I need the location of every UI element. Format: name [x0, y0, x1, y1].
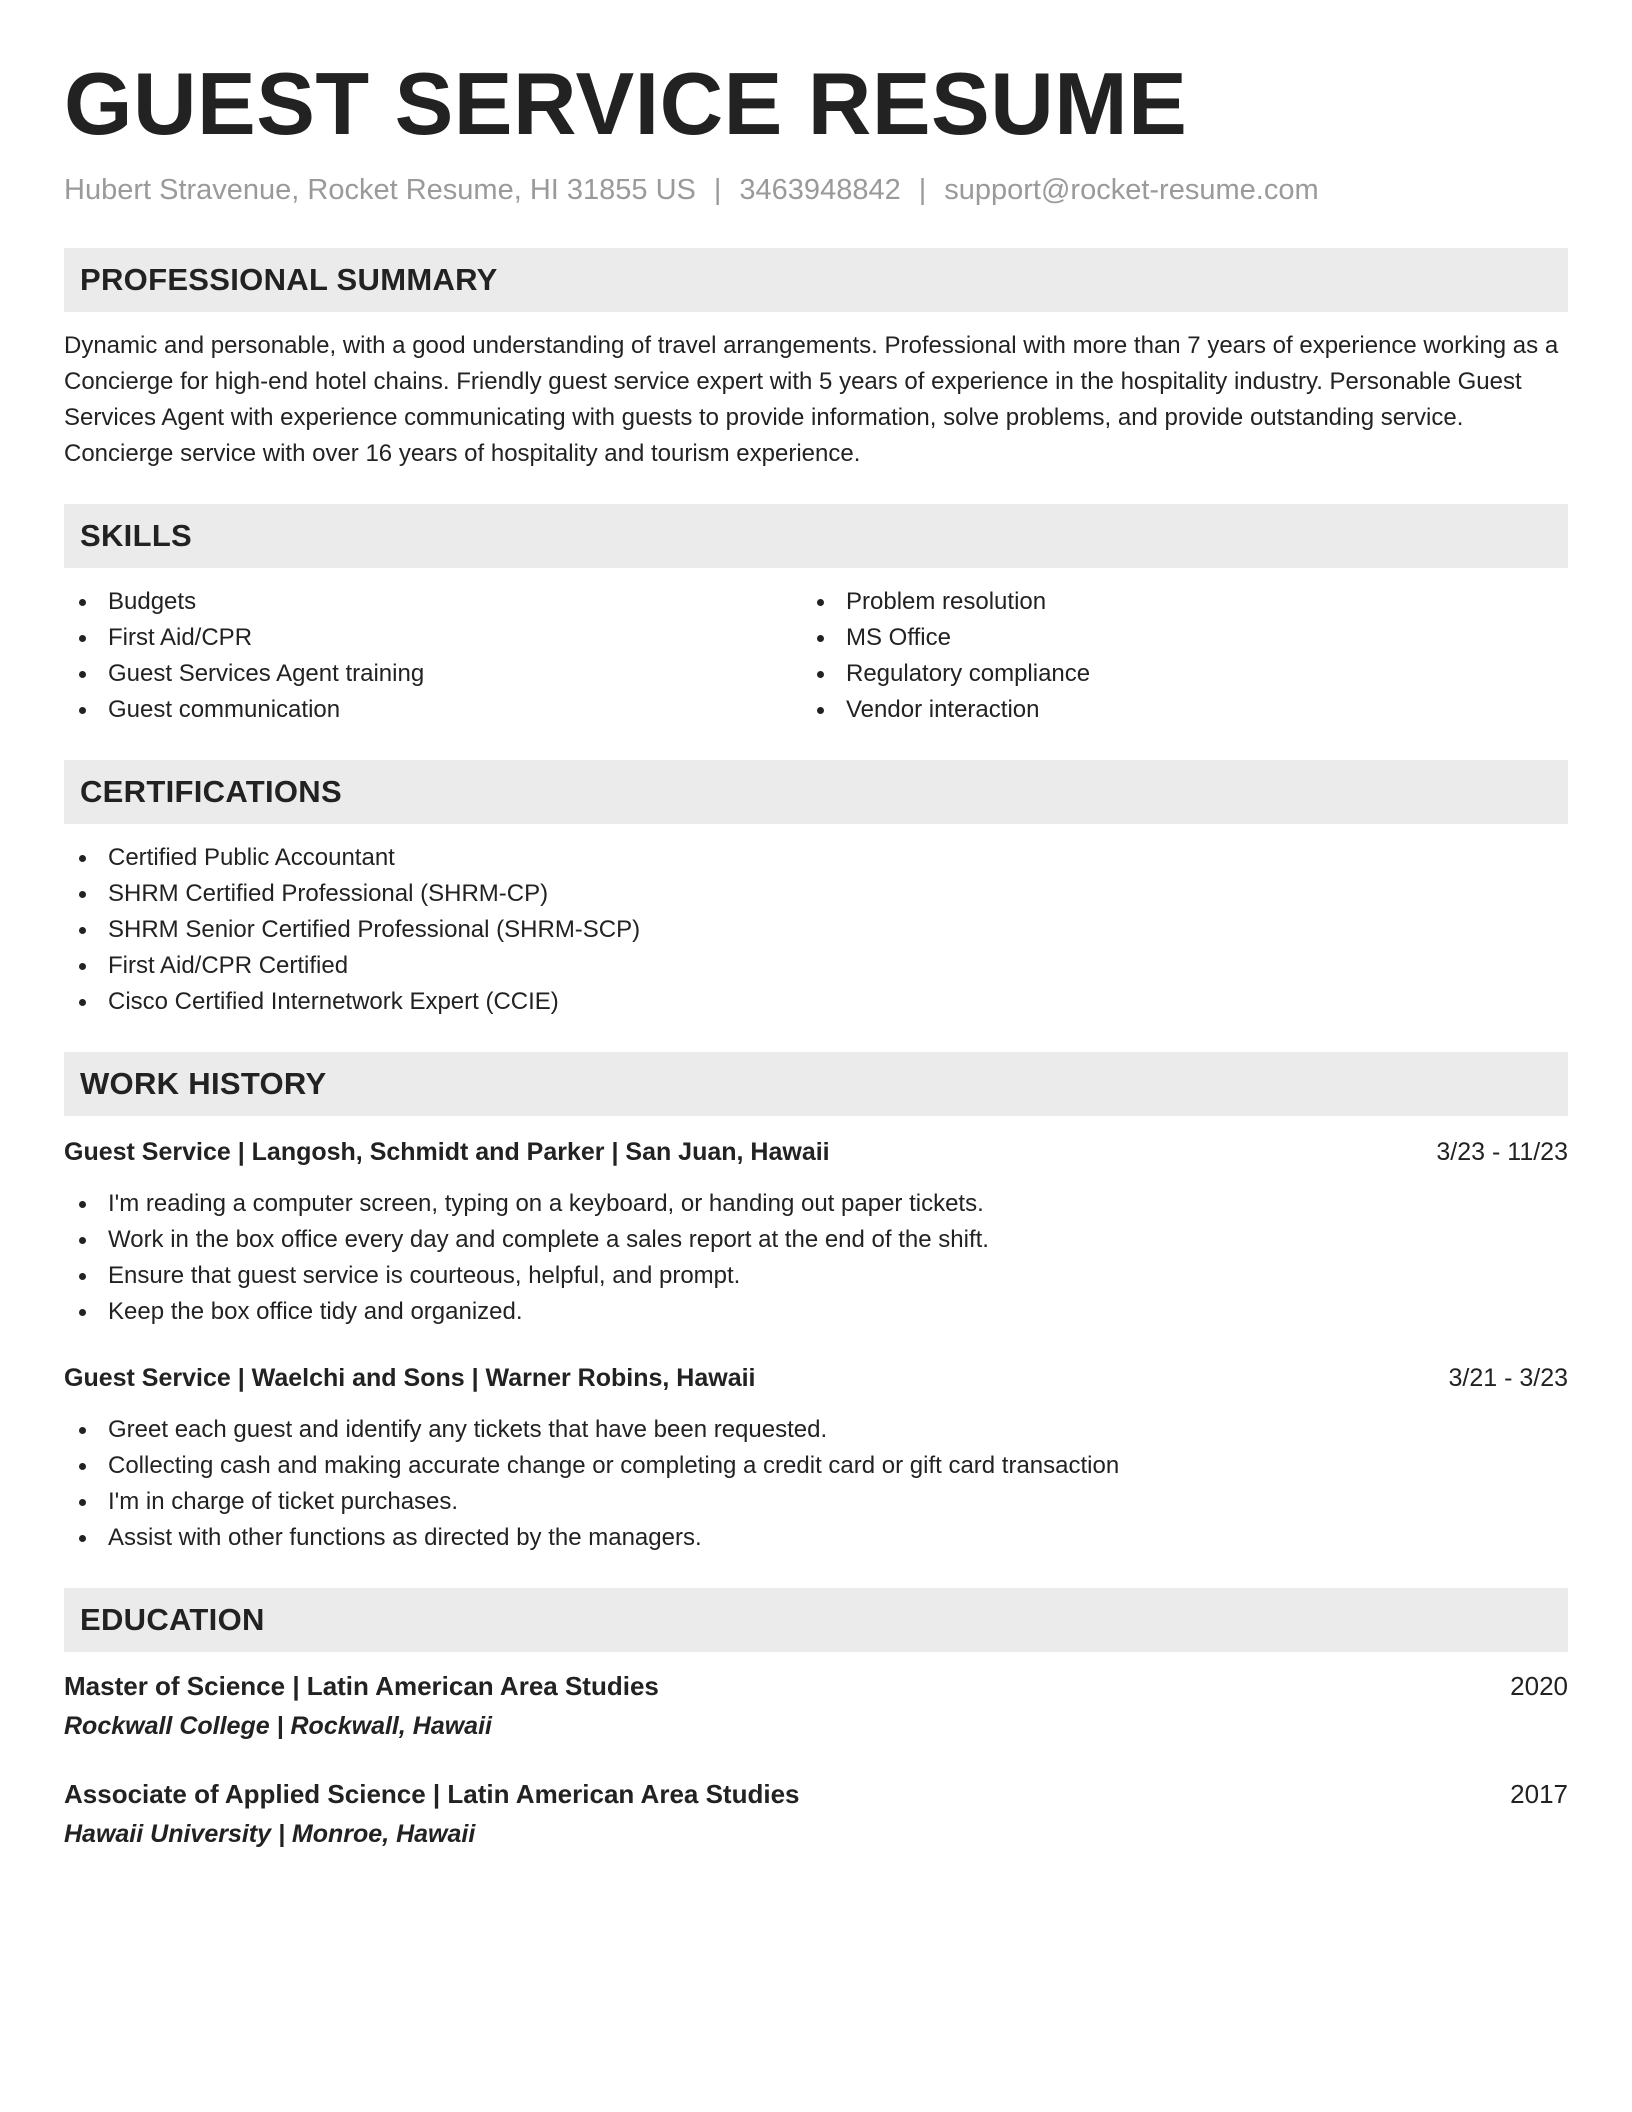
skills-list [64, 584, 1568, 728]
education-header [64, 1666, 1568, 1706]
contact-phone: 3463948842 [739, 174, 901, 206]
skill-item: Guest Services Agent training [64, 656, 802, 692]
skill-item: Vendor interaction [802, 692, 1540, 728]
job-dates: 3/23 - 11/23 [1436, 1138, 1568, 1166]
job-entry [64, 1134, 1568, 1330]
skill-item: Budgets [64, 584, 802, 620]
education-year: 2020 [1510, 1671, 1568, 1701]
section-heading-skills: SKILLS [64, 504, 1568, 568]
education-year: 2017 [1510, 1779, 1568, 1809]
education-degree: Master of Science | Latin American Area Studies [64, 1671, 659, 1701]
skill-item: MS Office [802, 620, 1540, 656]
section-heading-work-history: WORK HISTORY [64, 1052, 1568, 1116]
contact-separator: | [713, 174, 722, 206]
education-school: Rockwall College | Rockwall, Hawaii [64, 1712, 492, 1740]
education-school: Hawaii University | Monroe, Hawaii [64, 1820, 476, 1848]
resume-title: GUEST SERVICE RESUME [64, 54, 1188, 153]
job-duties-list [64, 1186, 1568, 1330]
certification-item: SHRM Certified Professional (SHRM-CP) [64, 876, 1568, 912]
contact-address: Hubert Stravenue, Rocket Resume, HI 31855 US [64, 174, 696, 206]
job-duty-item: I'm reading a computer screen, typing on a keyboard, or handing out paper tickets. [64, 1186, 1568, 1222]
job-title: Guest Service | Waelchi and Sons | Warner Robins, Hawaii [64, 1364, 756, 1392]
job-header [64, 1134, 1568, 1170]
certifications-list [64, 840, 1568, 1020]
certification-item: Cisco Certified Internetwork Expert (CCIE) [64, 984, 1568, 1020]
job-duties-list [64, 1412, 1568, 1556]
job-header [64, 1360, 1568, 1396]
skill-item: First Aid/CPR [64, 620, 802, 656]
job-duty-item: Keep the box office tidy and organized. [64, 1294, 1568, 1330]
skills-column-left [64, 584, 802, 728]
job-entry [64, 1360, 1568, 1556]
job-duty-item: Collecting cash and making accurate change or completing a credit card or gift card transaction [64, 1448, 1568, 1484]
education-header [64, 1774, 1568, 1814]
job-duty-item: Greet each guest and identify any tickets that have been requested. [64, 1412, 1568, 1448]
section-heading-education: EDUCATION [64, 1588, 1568, 1652]
job-duty-item: Ensure that guest service is courteous, helpful, and prompt. [64, 1258, 1568, 1294]
education-entry [64, 1774, 1568, 1854]
summary-text: Dynamic and personable, with a good understanding of travel arrangements. Professional with more than 7 years of experience working as a Concierge for high-end hotel chains. Friendly guest service expert with 5 years of experience in the hospitality industry. Personable Guest Services Agent with experience communicating with guests to provide information, solve problems, and provide outstanding service. Concierge service with over 16 years of hospitality and tourism experience. [64, 332, 1559, 467]
skill-item: Regulatory compliance [802, 656, 1540, 692]
section-heading-certifications: CERTIFICATIONS [64, 760, 1568, 824]
contact-email: support@rocket-resume.com [944, 174, 1319, 206]
section-heading-summary: PROFESSIONAL SUMMARY [64, 248, 1568, 312]
contact-line [64, 170, 1568, 210]
skill-item: Guest communication [64, 692, 802, 728]
job-duty-item: Assist with other functions as directed by the managers. [64, 1520, 1568, 1556]
contact-separator: | [918, 174, 927, 206]
job-title: Guest Service | Langosh, Schmidt and Parker | San Juan, Hawaii [64, 1138, 830, 1166]
education-degree: Associate of Applied Science | Latin American Area Studies [64, 1779, 800, 1809]
certification-item: SHRM Senior Certified Professional (SHRM-SCP) [64, 912, 1568, 948]
education-entry [64, 1666, 1568, 1746]
job-duty-item: I'm in charge of ticket purchases. [64, 1484, 1568, 1520]
certification-item: Certified Public Accountant [64, 840, 1568, 876]
skills-column-right [802, 584, 1540, 728]
job-duty-item: Work in the box office every day and complete a sales report at the end of the shift. [64, 1222, 1568, 1258]
skill-item: Problem resolution [802, 584, 1540, 620]
certification-item: First Aid/CPR Certified [64, 948, 1568, 984]
job-dates: 3/21 - 3/23 [1448, 1364, 1568, 1392]
